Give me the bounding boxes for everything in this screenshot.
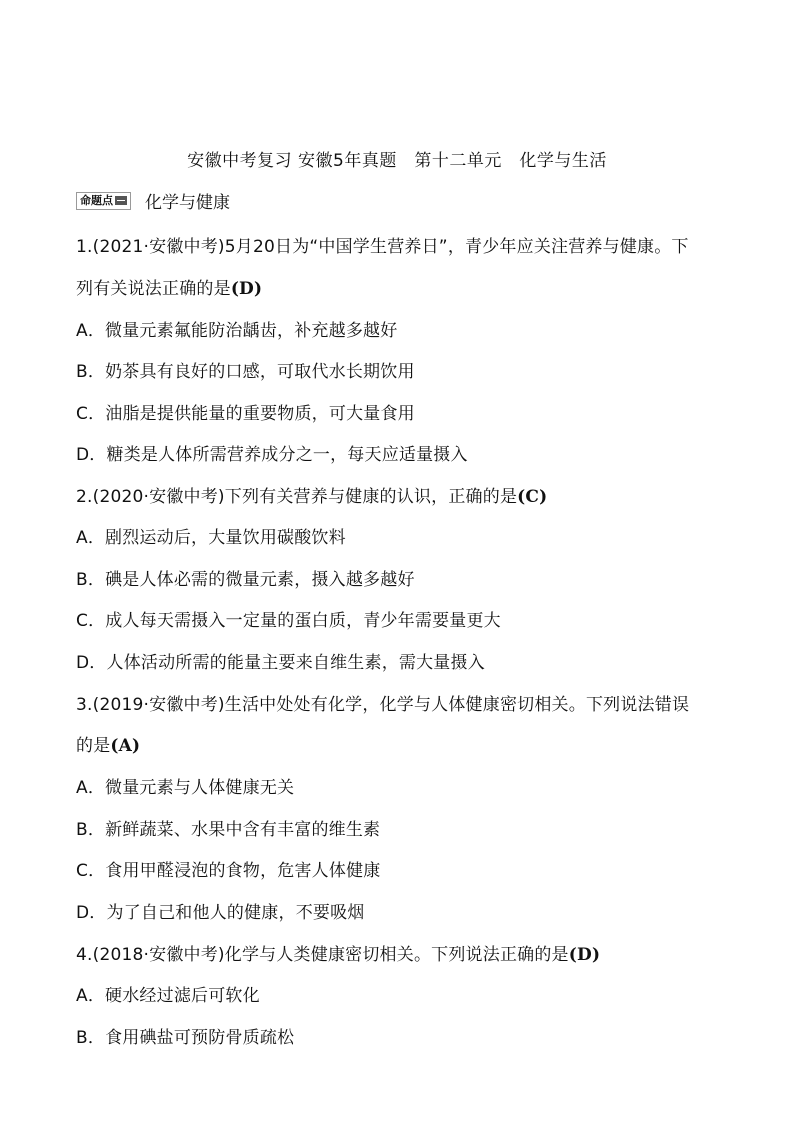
question-4-option-a: A．硬水经过滤后可软化 <box>76 986 260 1006</box>
question-2-option-c: C．成人每天需摄入一定量的蛋白质，青少年需要量更大 <box>76 611 501 631</box>
section-tag <box>76 192 131 210</box>
question-2-stem <box>76 482 547 507</box>
question-3-answer: (A) <box>110 736 141 756</box>
question-1-option-d: D．糖类是人体所需营养成分之一，每天应适量摄入 <box>76 445 468 465</box>
question-4-stem <box>76 940 600 965</box>
question-1-stem-line-1: 1.(2021·安徽中考)5月20日为“中国学生营养日”，青少年应关注营养与健康。下 <box>76 237 689 257</box>
question-1-option-a: A．微量元素氟能防治龋齿，补充越多越好 <box>76 321 398 341</box>
question-2-answer: (C) <box>517 487 548 507</box>
question-3-stem-text: 的是 <box>76 736 111 756</box>
question-3-option-a: A．微量元素与人体健康无关 <box>76 778 295 798</box>
section-title: 化学与健康 <box>145 193 230 213</box>
section-number-mark-icon <box>115 196 127 205</box>
question-4-stem-text: 4.(2018·安徽中考)化学与人类健康密切相关。下列说法正确的是 <box>76 945 569 965</box>
question-3-option-b: B．新鲜蔬菜、水果中含有丰富的维生素 <box>76 820 381 840</box>
section-tag-label: 命题点 <box>80 193 113 207</box>
question-1-answer: (D) <box>230 279 263 299</box>
question-4-option-b: B．食用碘盐可预防骨质疏松 <box>76 1028 295 1048</box>
question-2-option-b: B．碘是人体必需的微量元素，摄入越多越好 <box>76 570 415 590</box>
question-3-stem-line-2 <box>76 731 140 756</box>
question-1-stem-line-2 <box>76 274 262 299</box>
question-3-option-c: C．食用甲醛浸泡的食物，危害人体健康 <box>76 861 381 881</box>
question-2-option-d: D．人体活动所需的能量主要来自维生素，需大量摄入 <box>76 653 485 673</box>
question-1-option-c: C．油脂是提供能量的重要物质，可大量食用 <box>76 404 415 424</box>
question-2-option-a: A．剧烈运动后，大量饮用碳酸饮料 <box>76 528 346 548</box>
question-3-stem-line-1: 3.(2019·安徽中考)生活中处处有化学，化学与人体健康密切相关。下列说法错误 <box>76 695 690 715</box>
page-title: 安徽中考复习 安徽5年真题 第十二单元 化学与生活 <box>187 151 607 171</box>
question-4-answer: (D) <box>568 945 601 965</box>
question-2-stem-text: 2.(2020·安徽中考)下列有关营养与健康的认识，正确的是 <box>76 487 518 507</box>
question-1-option-b: B．奶茶具有良好的口感，可取代水长期饮用 <box>76 362 415 382</box>
section-header <box>76 188 230 213</box>
question-3-option-d: D．为了自己和他人的健康，不要吸烟 <box>76 903 365 923</box>
question-1-stem-text: 列有关说法正确的是 <box>76 279 231 299</box>
